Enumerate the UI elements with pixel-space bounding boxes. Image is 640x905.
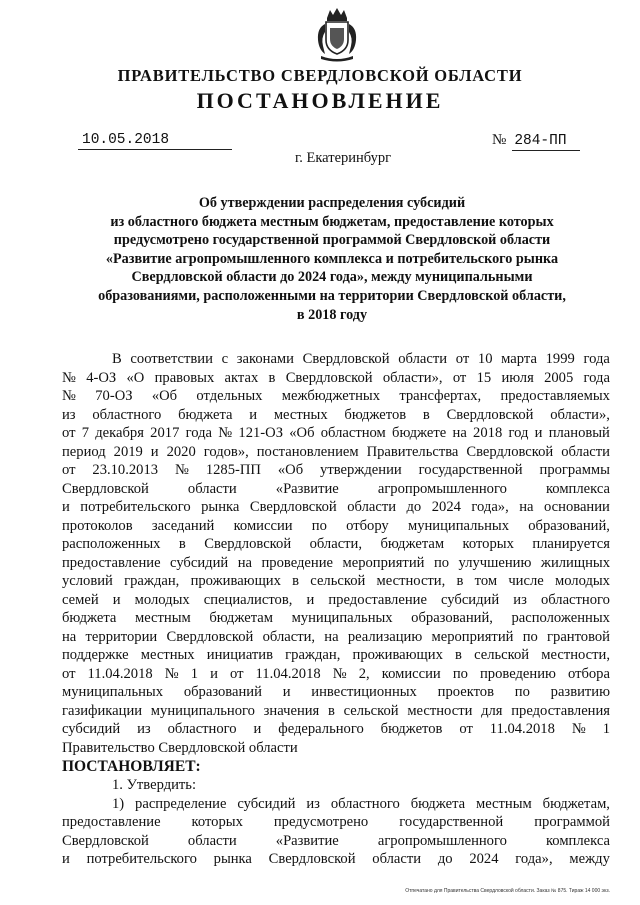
body-line: муниципальных образований и инвестиционных проектов по развитию: [62, 684, 610, 700]
body-line: Свердловской области «Развитие агропромышленного комплекса: [62, 832, 610, 849]
city: г. Екатеринбург: [294, 150, 392, 166]
body-line: Свердловской области «Развитие агропромышленного комплекса: [62, 480, 610, 497]
body-line: В соответствии с законами Свердловской области от 10 марта 1999 года: [112, 351, 610, 367]
title-line: из областного бюджета местным бюджетам, предоставление которых: [110, 213, 554, 230]
body-line: 1) распределение субсидий из областного бюджета местным бюджетам,: [112, 795, 610, 812]
body-line: из областного бюджета и местных бюджетов в Свердловской области»,: [62, 406, 610, 423]
body-line: № 4-ОЗ «О правовых актах в Свердловской области», от 15 июля 2005 года: [62, 369, 610, 386]
body-line: от 11.04.2018 № 1 и от 11.04.2018 № 2, комиссии по проведению отбора: [62, 665, 610, 682]
title-line: в 2018 году: [296, 306, 368, 323]
document-body: [62, 350, 610, 869]
body-line: субсидий из областного и федерального бюджетов от 11.04.2018 № 1: [62, 721, 610, 737]
body-line: бюджета местным бюджетам муниципальных образований, расположенных: [62, 610, 610, 626]
body-line: семей и молодых специалистов, и предоставление субсидий из областного: [62, 591, 610, 608]
document-number: 284-ПП: [512, 133, 580, 151]
document-title: [62, 194, 602, 324]
title-line: предусмотрено государственной программой Свердловской области: [113, 232, 551, 249]
body-line: от 7 декабря 2017 года № 121-ОЗ «Об областном бюджете на 2018 год и плановый: [62, 425, 610, 441]
body-line: и потребительского рынка Свердловской области до 2024 года», между: [62, 851, 610, 867]
body-line: Правительство Свердловской области: [62, 739, 298, 756]
body-line: № 70-ОЗ «Об отдельных межбюджетных трансфертах, предоставляемых: [62, 388, 610, 404]
number-sign: №: [492, 132, 507, 148]
body-line: протоколов заседаний комиссии по отбору муниципальных образований,: [62, 517, 610, 534]
print-note: Отпечатано для Правительства Свердловской области. Заказ № 875. Тираж 14 000 экз.: [405, 888, 610, 894]
body-line: период 2019 и 2020 годов», постановлением Правительства Свердловской области: [62, 443, 610, 460]
document-type: ПОСТАНОВЛЕНИЕ: [196, 88, 444, 113]
body-line: условий граждан, проживающих в сельской местности, в том числе молодых: [62, 573, 610, 589]
document-date: 10.05.2018: [78, 132, 232, 150]
title-line: образованиями, расположенными на территории Свердловской области,: [98, 287, 566, 304]
document-number-block: [492, 132, 580, 151]
body-line: от 23.10.2013 № 1285-ПП «Об утверждении государственной программы: [62, 462, 610, 478]
preamble-paragraph: [62, 350, 610, 757]
item-1: 1. Утвердить:: [112, 777, 197, 793]
organization-name: ПРАВИТЕЛЬСТВО СВЕРДЛОВСКОЙ ОБЛАСТИ: [117, 66, 523, 85]
body-line: на территории Свердловской области, на реализацию мероприятий по грантовой: [62, 628, 610, 645]
body-line: расположенных в Свердловской области, бюджетам которых планируется: [62, 536, 610, 552]
body-line: предоставление которых предусмотрено государственной программой: [62, 814, 610, 830]
body-line: и потребительского рынка Свердловской области до 2024 года», на основании: [62, 499, 610, 515]
coat-of-arms-icon: [312, 6, 362, 64]
title-line: Свердловской области до 2024 года», между муниципальными: [131, 269, 533, 286]
title-line: Об утверждении распределения субсидий: [198, 195, 466, 211]
subitem-1-paragraph: [62, 795, 610, 869]
title-line: «Развитие агропромышленного комплекса и потребительского рынка: [105, 250, 559, 267]
decree-word: ПОСТАНОВЛЯЕТ:: [62, 758, 201, 775]
body-line: газификации муниципального значения в сельской местности для предоставления: [62, 702, 610, 719]
body-line: поддержке местных инициатив граждан, проживающих в сельской местности,: [62, 647, 610, 663]
body-line: предоставление субсидий на проведение мероприятий по улучшению жилищных: [62, 554, 610, 571]
